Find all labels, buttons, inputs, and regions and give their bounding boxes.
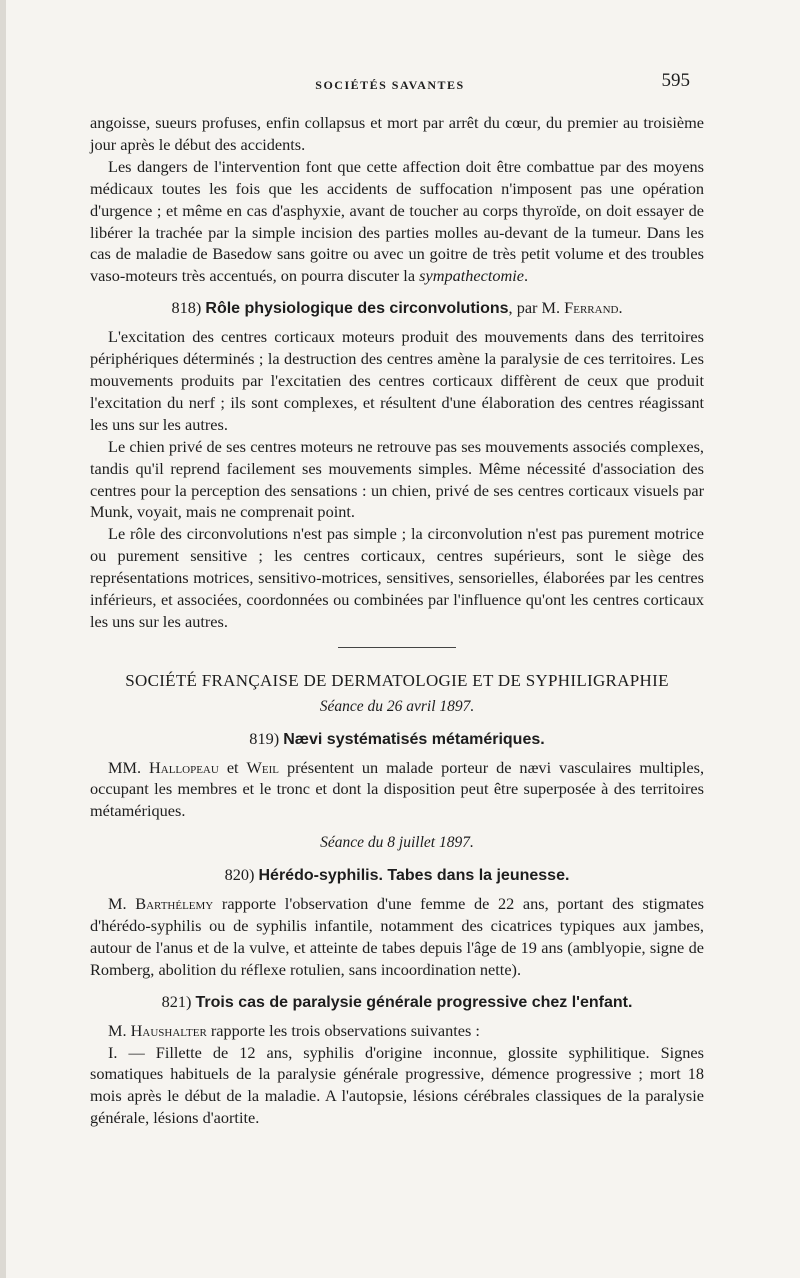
article-818-paragraph-3: Le rôle des circonvolutions n'est pas simple ; la circonvolution n'est pas purement motrice ou purement sensitive ; les centres corticaux, centres supérieurs, sont le siège des représentations motrices, sensitivo-motrices, sensitives, sensorielles, élaborées par les centres inférieurs, et associées, coordonnées ou combinées par l'influence qu'ont les centres corticaux les uns sur les autres. [90,524,704,631]
page-header [90,70,690,94]
article-821-observation-1: I. — Fillette de 12 ans, syphilis d'origine inconnue, glossite syphilitique. Signes somatiques habituels de la paralysie générale progressive, démence progressive ; mort 18 mois après le début de la maladie. A l'autopsie, lésions cérébrales classiques de la paralysie générale, lésions d'aortite. [90,1042,704,1128]
article-818-paragraph-1: L'excitation des centres corticaux moteurs produit des mouvements dans des territoires périphériques déterminés ; la destruction des centres amène la paralysie de ces territoires. Les mouvements produits par l'excitatien des centres corticaux diffèrent de ceux que produit l'excitation du nerf ; ils sont complexes, et résultent d'une élaboration des centres réagissant les uns sur les autres. [90,327,704,434]
emphasis-sympathectomie: sympathectomie [419,266,525,286]
article-818-heading [90,297,704,320]
paragraph-text: présentent un malade porteur de nævi vasculaires multiples, occupant les membres et le tronc et dont la disposition peut être superposée à des territoires métamériques. [90,757,705,821]
article-number: 818) [171,298,202,318]
author-weil: Weil [246,757,280,777]
paragraph-intervention [90,156,704,287]
section-divider [338,647,456,648]
mm-label: MM. [108,757,142,777]
article-819-paragraph [90,757,704,823]
running-head: SOCIÉTÉS SAVANTES [315,78,465,92]
session-date-2: Séance du 8 juillet 1897. [320,834,474,852]
article-820-paragraph [90,893,704,981]
article-number: 819) [249,728,280,748]
author-haushalter: Haushalter [130,1020,207,1040]
conjunction: et [226,757,239,777]
paragraph-text: Les dangers de l'intervention font que cette affection doit être combattue par des moyens médicaux toutes les fois que les accidents de suffocation n'imposent pas une opération d'urgence ; et même en cas d'asphyxie, avant de toucher au corps thyroïde, on doit essayer de libérer la trachée par la simple incision des parties molles au-devant de la tumeur. Dans les cas de maladie de Basedow sans goitre ou avec un goitre de très petit volume et des troubles vaso-moteurs très accentués, on pourra discuter la [90,156,704,286]
article-author: Ferrand [564,298,619,318]
article-number: 820) [224,865,255,885]
author-hallopeau: Hallopeau [149,757,219,777]
article-by: , par M. [508,298,561,318]
session-date-1: Séance du 26 avril 1897. [319,697,475,715]
article-820-heading [90,864,704,887]
page-body [90,112,704,1129]
article-821-heading [90,991,704,1014]
m-label: M. [108,1020,127,1040]
paragraph-text: rapporte les trois observations suivantes : [210,1020,480,1040]
article-821-intro [90,1020,704,1042]
m-label: M. [108,894,127,914]
author-barthelemy: Barthélemy [135,894,214,914]
page-number: 595 [661,70,690,91]
punctuation: . [524,266,529,286]
article-title: Hérédo-syphilis. Tabes dans la jeunesse. [258,867,570,885]
article-819-heading [90,728,704,751]
article-number: 821) [161,991,192,1011]
article-818-paragraph-2: Le chien privé de ses centres moteurs ne retrouve pas ses mouvements associés complexes, tandis qu'il reprend facilement ses mouvements simples. Même nécessité d'association des centres pour la perception des sensations : un chien, privé de ses centres corticaux visuels par Munk, voyait, mais ne comprenait point. [90,436,704,522]
paragraph-text: rapporte l'observation d'une femme de 22 ans, portant des stigmates d'hérédo-syphilis ou de syphilis infantile, notamment des cicatrices typiques aux jambes, autour de l'anus et de la vulve, et atteinte de tabes depuis l'âge de 19 ans (amblyopie, signe de Romberg, abolition du réflexe rotulien, sans incoordination nette). [90,894,704,979]
society-heading: SOCIÉTÉ FRANÇAISE DE DERMATOLOGIE ET DE SYPHILIGRAPHIE [125,670,669,690]
article-title: Trois cas de paralysie générale progressive chez l'enfant. [195,993,633,1011]
punctuation: . [618,298,623,318]
article-title: Nævi systématisés métamériques. [283,730,545,748]
continued-paragraph: angoisse, sueurs profuses, enfin collapsus et mort par arrêt du cœur, du premier au troisième jour après le début des accidents. [90,113,704,154]
article-title: Rôle physiologique des circonvolutions [205,300,509,318]
